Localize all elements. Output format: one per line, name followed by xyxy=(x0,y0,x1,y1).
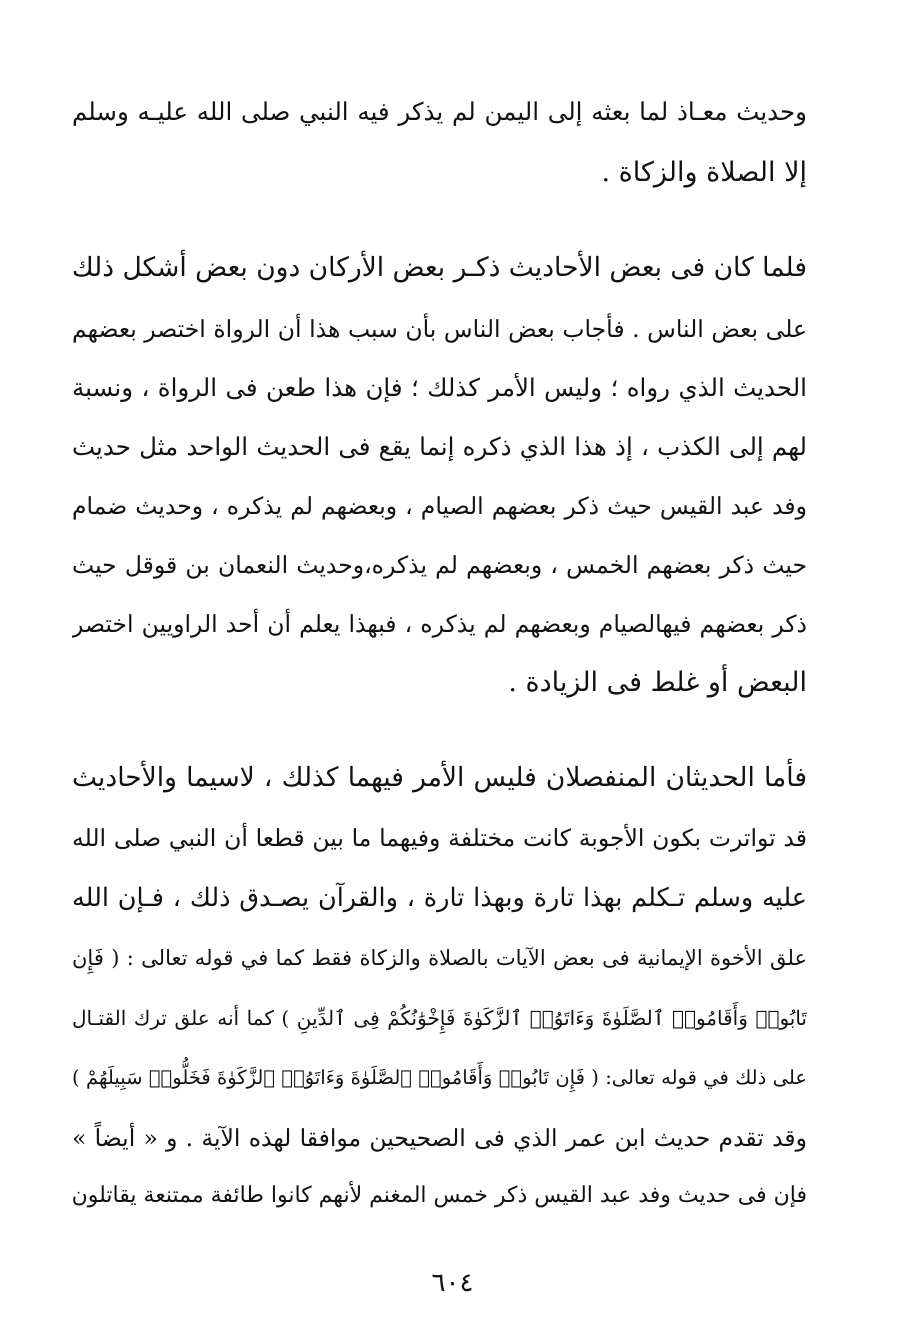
text-line: إلا الصلاة والزكاة . xyxy=(601,157,807,188)
quran-verse-line: تَابُوا۟ وَأَقَامُوا۟ ٱلصَّلَوٰةَ وَءَاتَوُا۟ ٱلزَّكَوٰةَ فَإِخْوَٰنُكُمْ فِى ٱلدِّينِ ) كما أنه علق ترك القتـال xyxy=(72,1006,807,1030)
page-number: ٦٠٤ xyxy=(431,1268,474,1298)
text-line: علق الأخوة الإيمانية فى بعض الآيات بالصلاة والزكاة فقط كما في قوله تعالى : ( فَإِن xyxy=(72,946,807,970)
text-line: قد تواترت بكون الأجوبة كانت مختلفة وفيهما ما بين قطعا أن النبي صلى الله xyxy=(72,824,807,852)
text-line: ذكر بعضهم فيهالصيام وبعضهم لم يذكره ، فبهذا يعلم أن أحد الراويين اختصر xyxy=(72,610,807,638)
text-line: حيث ذكر بعضهم الخمس ، وبعضهم لم يذكره،وحديث النعمان بن قوقل حيث xyxy=(72,551,807,579)
quran-verse-line: على ذلك في قوله تعالى: ( فَإِن تَابُوا۟ وَأَقَامُوا۟ ٱلصَّلَوٰةَ وَءَاتَوُا۟ ٱلزَّكَوٰةَ فَخَلُّوا۟ سَبِيلَهُمْ ) xyxy=(72,1066,807,1089)
text-line: عليه وسلم تـكلم بهذا تارة وبهذا تارة ، والقرآن يصـدق ذلك ، فـإن الله xyxy=(72,883,807,913)
text-line: لهم إلى الكذب ، إذ هذا الذي ذكره إنما يقع فى الحديث الواحد مثل حديث xyxy=(72,432,807,461)
text-line: فأما الحديثان المنفصلان فليس الأمر فيهما كذلك ، لاسيما والأحاديث xyxy=(72,762,807,793)
text-line: الحديث الذي رواه ؛ وليس الأمر كذلك ؛ فإن هذا طعن فى الرواة ، ونسبة xyxy=(72,373,807,402)
text-line: وحديث معـاذ لما بعثه إلى اليمن لم يذكر فيه النبي صلى الله عليـه وسلم xyxy=(72,97,807,126)
text-line: فلما كان فى بعض الأحاديث ذكـر بعض الأركان دون بعض أشكل ذلك xyxy=(72,252,807,283)
text-line: فإن فى حديث وفد عبد القيس ذكر خمس المغنم لأنهم كانوا طائفة ممتنعة يقاتلون xyxy=(72,1183,807,1208)
text-line: وقد تقدم حديث ابن عمر الذي فى الصحيحين موافقا لهذه الآية . و « أيضاً » xyxy=(72,1124,807,1152)
text-line: على بعض الناس . فأجاب بعض الناس بأن سبب هذا أن الرواة اختصر بعضهم xyxy=(72,315,807,343)
text-line: وفد عبد القيس حيث ذكر بعضهم الصيام ، وبعضهم لم يذكره ، وحديث ضمام xyxy=(72,492,807,520)
text-line: البعض أو غلط فى الزيادة . xyxy=(508,667,807,698)
